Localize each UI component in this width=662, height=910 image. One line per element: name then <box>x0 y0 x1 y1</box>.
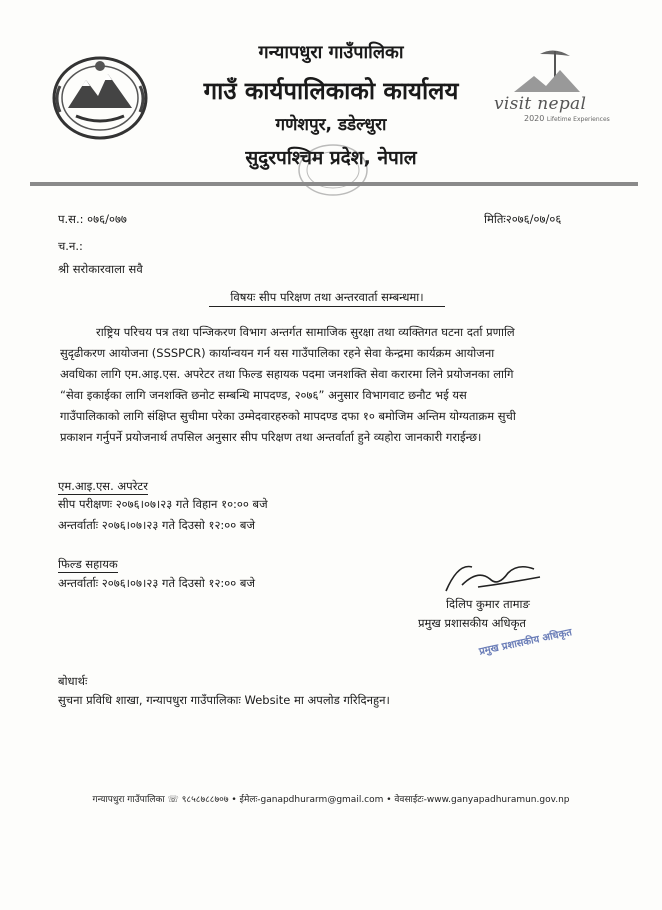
body-line: प्रकाशन गर्नुपर्ने प्रयोजनार्थ तपसिल अनुसार सीप परिक्षण तथा अन्तर्वार्ता हुने व्यहोरा जानकारी गराईन्छ। <box>60 430 482 444</box>
official-seal: प्रमुख प्रशासकीय अधिकृत <box>478 627 573 658</box>
body-line: “सेवा इकाईका लागि जनशक्ति छनोट सम्बन्धि मापदण्ड, २०७६” अनुसार विभागवाट छनौट भई यस <box>60 388 467 402</box>
faint-stamp-icon <box>296 142 370 198</box>
field-section-title: फिल्ड सहायक <box>58 557 118 571</box>
cc-text: सुचना प्रविधि शाखा, गन्यापधुरा गाउँपालिकाः Website मा अपलोड गरिदिनहुन। <box>58 693 390 707</box>
reference-number: प.स.: ०७६/०७७ <box>58 212 127 226</box>
brand-year: 2020 Lifetime Experiences <box>524 114 610 123</box>
body-line: राष्ट्रिय परिचय पत्र तथा पन्जिकरण विभाग अन्तर्गत सामाजिक सुरक्षा तथा व्यक्तिगत घटना दर्ता प्रणालि <box>96 325 515 339</box>
signature-icon <box>438 557 548 599</box>
header-divider <box>30 182 638 186</box>
brand-text: visit nepal <box>494 94 587 114</box>
province-country: सुदुरपश्चिम प्रदेश, नेपाल <box>245 147 417 169</box>
cc-label: बोधार्थः <box>58 674 88 688</box>
body-line: अवधिका लागि एम.आइ.एस. अपरेटर तथा फिल्ड सहायक पदमा जनशक्ति सेवा करारमा लिने प्रयोजनका लागि <box>60 367 514 381</box>
field-interview: अन्तर्वार्ताः २०७६।०७।२३ गते दिउसो १२:०० बजे <box>58 576 256 590</box>
body-line: सुदृढीकरण आयोजना (SSSPCR) कार्यान्वयन गर्न यस गाउँपालिका रहने सेवा केन्द्रमा कार्यक्रम आयोजना <box>60 346 495 360</box>
mis-section-title: एम.आइ.एस. अपरेटर <box>58 479 148 493</box>
municipality-name: गन्यापधुरा गाउँपालिका <box>258 42 404 63</box>
recipient: श्री सरोकारवाला सवै <box>58 262 143 276</box>
mis-skill-test: सीप परीक्षणः २०७६।०७।२३ गते विहान १०:०० बजे <box>58 497 268 511</box>
footer-contact: गन्यापधुरा गाउँपालिका ☏ ९८५८७८८७०७ • ईमेलः-ganapdhurarm@gmail.com • वेवसाईटः-www.ganyapadhuramun.gov.np <box>92 795 570 805</box>
office-name: गाउँ कार्यपालिकाको कार्यालय <box>203 77 459 105</box>
dispatch-number: च.न.: <box>58 239 83 253</box>
signatory-designation: प्रमुख प्रशासकीय अधिकृत <box>418 616 526 630</box>
body-paragraph <box>60 322 606 448</box>
subject-line: विषयः सीप परिक्षण तथा अन्तरवार्ता सम्बन्धमा। <box>209 288 445 307</box>
brand-tagline: Lifetime Experiences <box>546 116 610 123</box>
letter-date: मितिः२०७६/०७/०६ <box>484 212 562 226</box>
body-line: गाउँपालिकाको लागि संक्षिप्त सुचीमा परेका उम्मेदवारहरुको मापदण्ड दफा १० बमोजिम अन्तिम योग्यताक्रम सुची <box>60 409 516 423</box>
signatory-name: दिलिप कुमार तामाङ <box>446 597 530 611</box>
mis-interview: अन्तर्वार्ताः २०७६।०७।२३ गते दिउसो १२:०० बजे <box>58 518 256 532</box>
office-address: गणेशपुर, डडेल्धुरा <box>275 115 387 135</box>
